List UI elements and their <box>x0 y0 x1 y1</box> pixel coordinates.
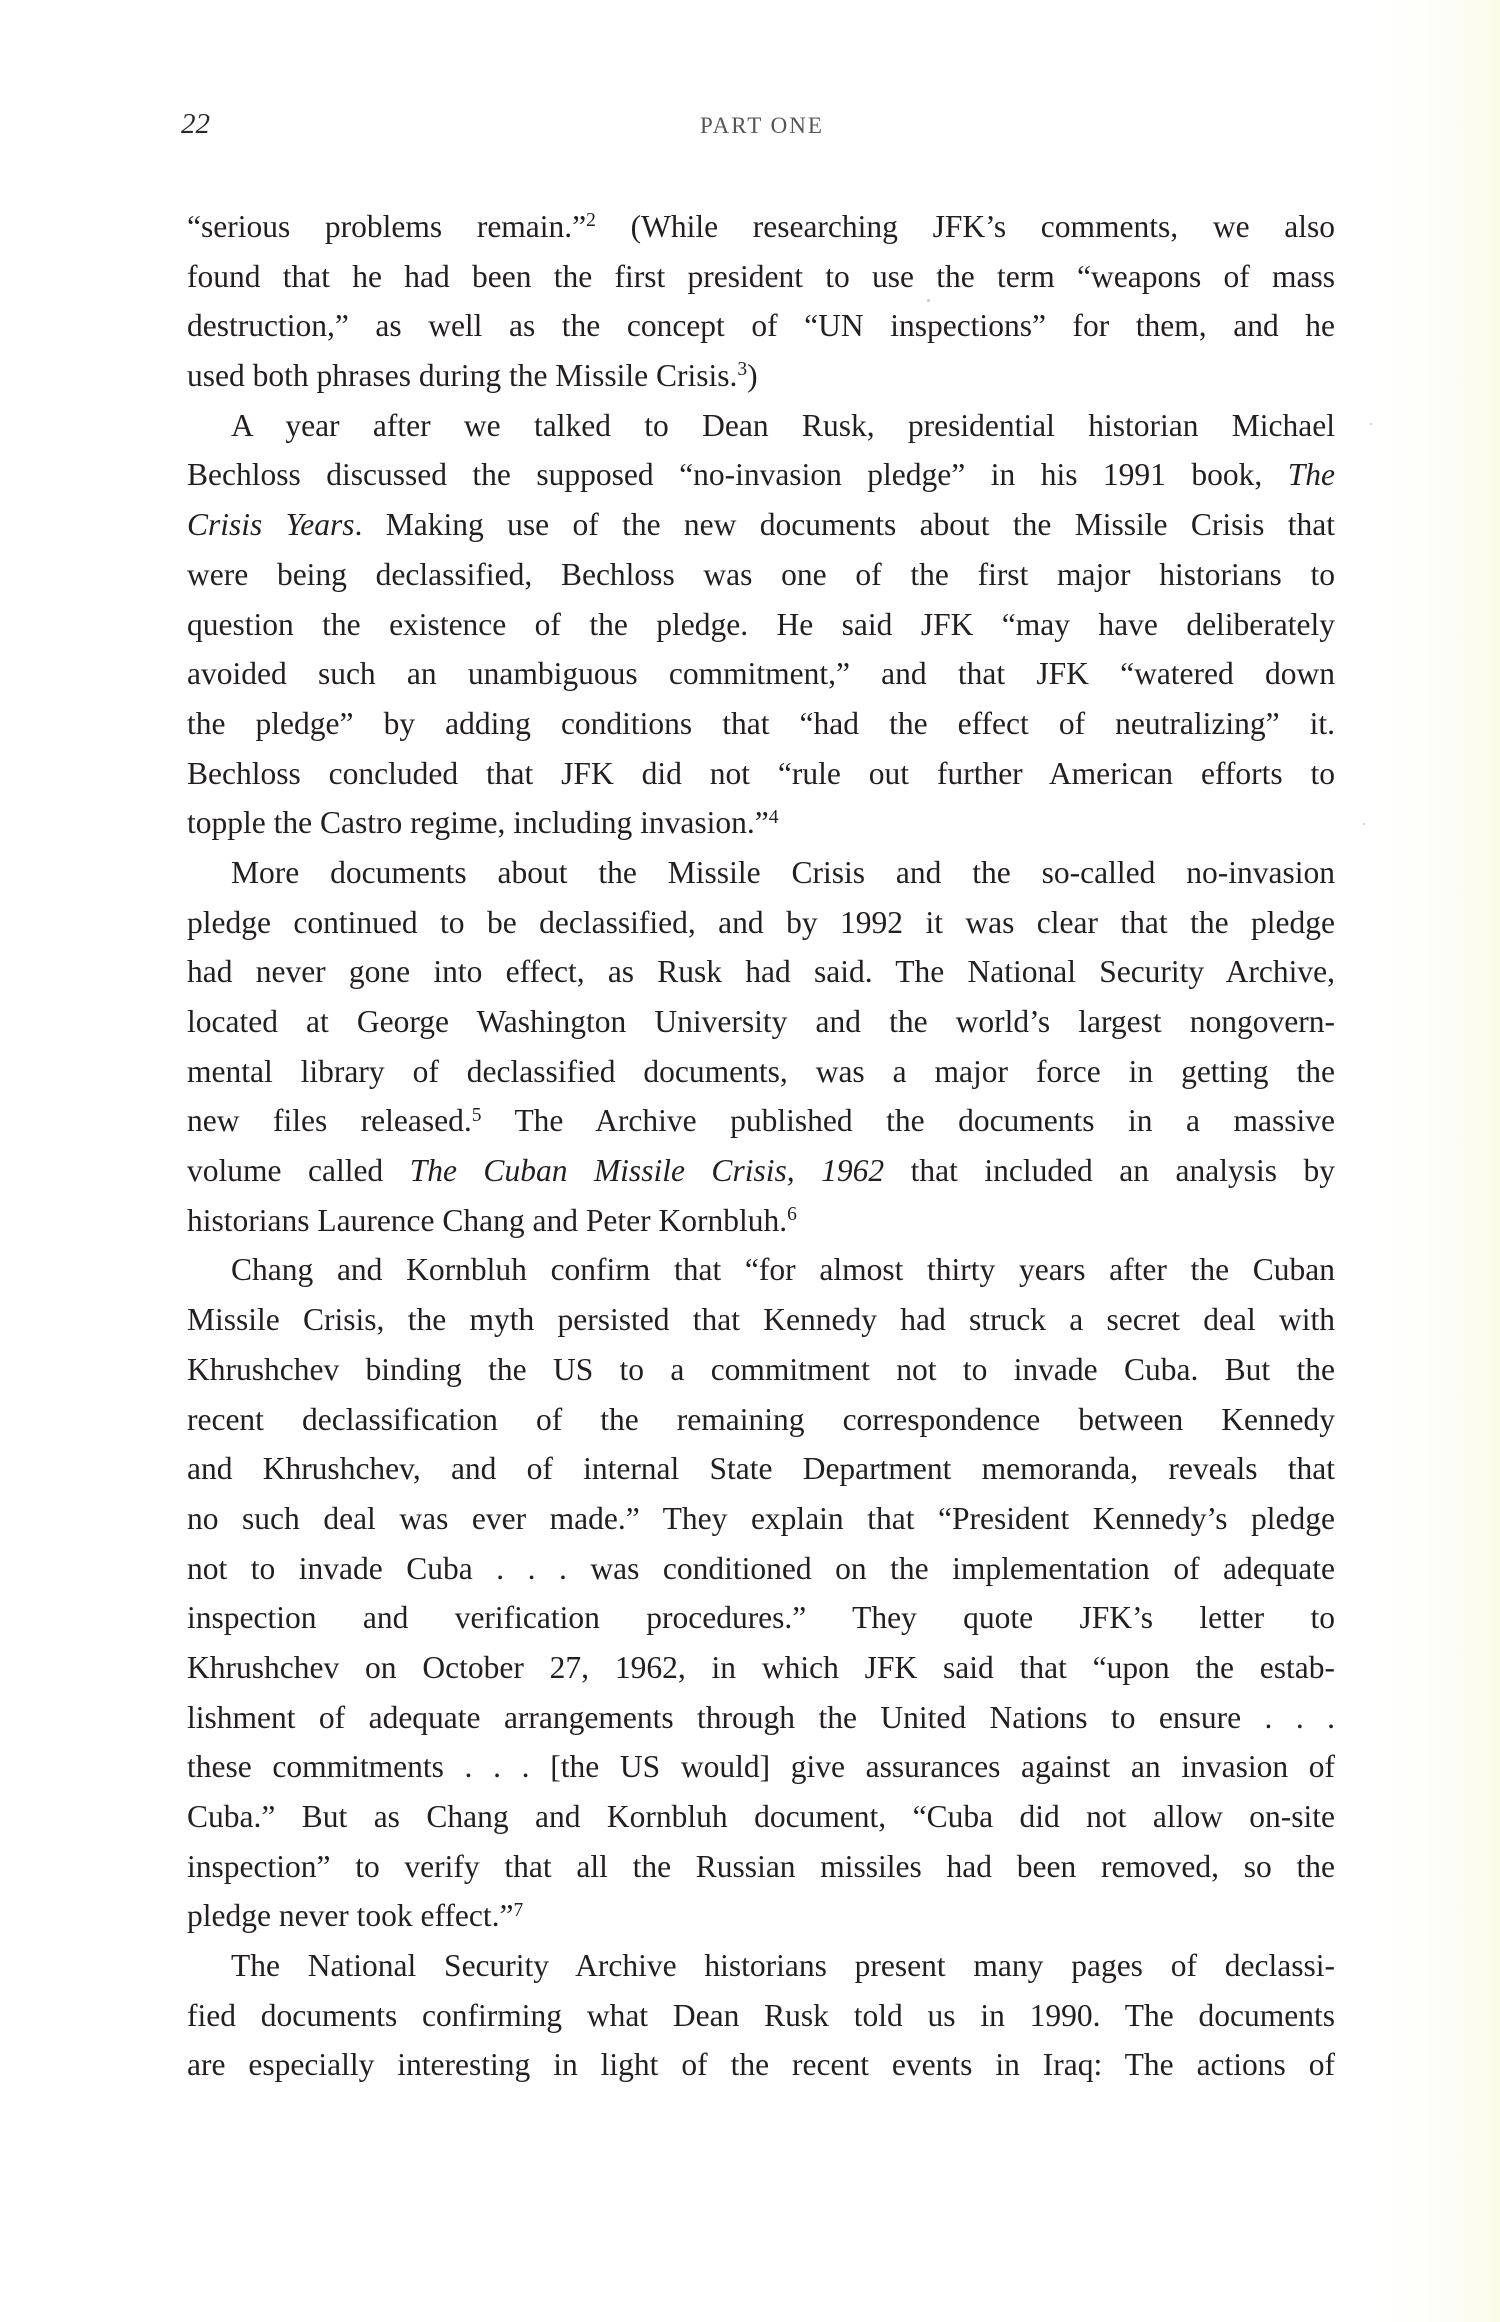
text-line <box>187 1693 1335 1743</box>
text-line <box>187 2040 1335 2090</box>
text-run: question the existence of the pledge. He said JFK “may have deliberately <box>187 606 1335 642</box>
text-run: the pledge” by adding conditions that “had the effect of neutralizing” it. <box>187 705 1335 741</box>
paragraph <box>187 1941 1335 2090</box>
text-line <box>187 1842 1335 1892</box>
text-line <box>187 1792 1335 1842</box>
text-run: volume called <box>187 1153 410 1189</box>
text-line <box>187 1245 1335 1295</box>
text-run: are especially interesting in light of the recent events in Iraq: The actions of <box>187 2047 1335 2083</box>
text-run: had never gone into effect, as Rusk had said. The National Security Archive, <box>187 954 1335 990</box>
text-line <box>187 898 1335 948</box>
text-line <box>187 351 1335 401</box>
text-line <box>187 1891 1335 1941</box>
footnote-reference[interactable]: 2 <box>586 210 596 232</box>
italic-title: The <box>1287 457 1335 493</box>
text-run: pledge never took effect.” <box>187 1898 514 1934</box>
text-run: new files released. <box>187 1103 472 1139</box>
text-line <box>187 1941 1335 1991</box>
text-line <box>187 301 1335 351</box>
text-run: located at George Washington University and the world’s largest nongovern- <box>187 1004 1335 1039</box>
text-line <box>187 798 1335 848</box>
paragraph <box>187 1245 1335 1941</box>
text-line <box>187 997 1335 1047</box>
text-run: and Khrushchev, and of internal State Department memoranda, reveals that <box>187 1451 1335 1487</box>
text-run: topple the Castro regime, including invasion.” <box>187 805 769 841</box>
text-run: “serious problems remain.” <box>187 209 587 244</box>
text-line <box>187 699 1335 749</box>
text-run: Bechloss concluded that JFK did not “rule out further American efforts to <box>187 755 1335 791</box>
section-title: PART ONE <box>700 113 824 138</box>
text-line <box>187 649 1335 699</box>
text-line <box>187 550 1335 600</box>
scan-speck <box>1363 823 1365 825</box>
text-line <box>187 1742 1335 1792</box>
text-run: Missile Crisis, the myth persisted that Kennedy had struck a secret deal with <box>187 1302 1335 1338</box>
text-run: found that he had been the first president to use the term “weapons of mass <box>187 258 1335 294</box>
text-run: A year after we talked to Dean Rusk, presidential historian Michael <box>231 407 1335 443</box>
text-line <box>187 1146 1335 1196</box>
text-line <box>187 947 1335 997</box>
text-run: used both phrases during the Missile Crisis. <box>187 358 738 394</box>
text-line <box>187 1991 1335 2041</box>
text-run: historians Laurence Chang and Peter Kornbluh. <box>187 1202 788 1238</box>
text-run: were being declassified, Bechloss was one of the first major historians to <box>187 556 1335 592</box>
text-run: lishment of adequate arrangements through the United Nations to ensure . . . <box>187 1699 1335 1735</box>
text-line <box>187 1395 1335 1445</box>
text-run: fied documents confirming what Dean Rusk told us in 1990. The documents <box>187 1997 1335 2033</box>
text-line <box>187 1196 1335 1246</box>
italic-title: Crisis Years <box>187 507 355 543</box>
text-line <box>187 252 1335 302</box>
text-run: More documents about the Missile Crisis and the so-called no-invasion <box>231 854 1335 890</box>
text-line <box>187 1643 1335 1693</box>
text-line <box>187 401 1335 451</box>
footnote-reference[interactable]: 3 <box>737 359 748 381</box>
text-line <box>187 500 1335 550</box>
text-run: . Making use of the new documents about the Missile Crisis that <box>354 507 1335 543</box>
paragraph <box>187 848 1335 1246</box>
text-run: Chang and Kornbluh confirm that “for almost thirty years after the Cuban <box>231 1252 1335 1288</box>
footnote-reference[interactable]: 6 <box>787 1204 797 1226</box>
text-run: Khrushchev on October 27, 1962, in which JFK said that “upon the estab- <box>187 1649 1335 1685</box>
text-line <box>187 1047 1335 1097</box>
text-run: inspection and verification procedures.” They quote JFK’s letter to <box>187 1600 1335 1636</box>
text-run: that included an analysis by <box>884 1153 1335 1189</box>
text-line <box>187 1345 1335 1395</box>
text-line <box>187 600 1335 650</box>
text-line <box>187 450 1335 500</box>
text-line <box>187 1444 1335 1494</box>
paragraph <box>187 202 1335 401</box>
text-run: these commitments . . . [the US would] give assurances against an invasion of <box>187 1749 1335 1785</box>
page-number: 22 <box>181 108 210 140</box>
body-text <box>187 202 1335 2090</box>
footnote-reference[interactable]: 4 <box>768 806 779 828</box>
text-line <box>187 1096 1335 1146</box>
text-run: not to invade Cuba . . . was conditioned on the implementation of adequate <box>187 1550 1335 1586</box>
text-run: Khrushchev binding the US to a commitment not to invade Cuba. But the <box>187 1351 1335 1387</box>
text-run: destruction,” as well as the concept of “UN inspections” for them, and he <box>187 308 1335 344</box>
text-line <box>187 1544 1335 1594</box>
text-run: ) <box>747 358 758 394</box>
paragraph <box>187 401 1335 848</box>
text-run: avoided such an unambiguous commitment,” and that JFK “watered down <box>187 656 1335 692</box>
text-line <box>187 1593 1335 1643</box>
running-head <box>0 104 1500 144</box>
text-line <box>187 1494 1335 1544</box>
text-line <box>187 848 1335 898</box>
text-line <box>187 749 1335 799</box>
text-run: The National Security Archive historians present many pages of declassi- <box>231 1948 1335 1984</box>
italic-title: The Cuban Missile Crisis, 1962 <box>409 1153 885 1189</box>
footnote-reference[interactable]: 5 <box>471 1104 482 1126</box>
footnote-reference[interactable]: 7 <box>513 1899 524 1921</box>
text-line <box>187 1295 1335 1345</box>
text-run: no such deal was ever made.” They explain that “President Kennedy’s pledge <box>187 1500 1335 1536</box>
scan-speck <box>1370 423 1372 425</box>
text-run: pledge continued to be declassified, and by 1992 it was clear that the pledge <box>187 904 1335 940</box>
text-line <box>187 202 1335 252</box>
text-run: Bechloss discussed the supposed “no-invasion pledge” in his 1991 book, <box>187 457 1288 493</box>
text-run: The Archive published the documents in a massive <box>481 1103 1335 1139</box>
text-run: (While researching JFK’s comments, we also <box>595 209 1335 244</box>
scan-speck <box>927 299 930 302</box>
text-run: mental library of declassified documents, was a major force in getting the <box>187 1053 1335 1089</box>
text-run: inspection” to verify that all the Russian missiles had been removed, so the <box>187 1848 1335 1884</box>
text-run: Cuba.” But as Chang and Kornbluh document, “Cuba did not allow on-site <box>187 1799 1335 1834</box>
text-run: recent declassification of the remaining correspondence between Kennedy <box>187 1401 1335 1437</box>
